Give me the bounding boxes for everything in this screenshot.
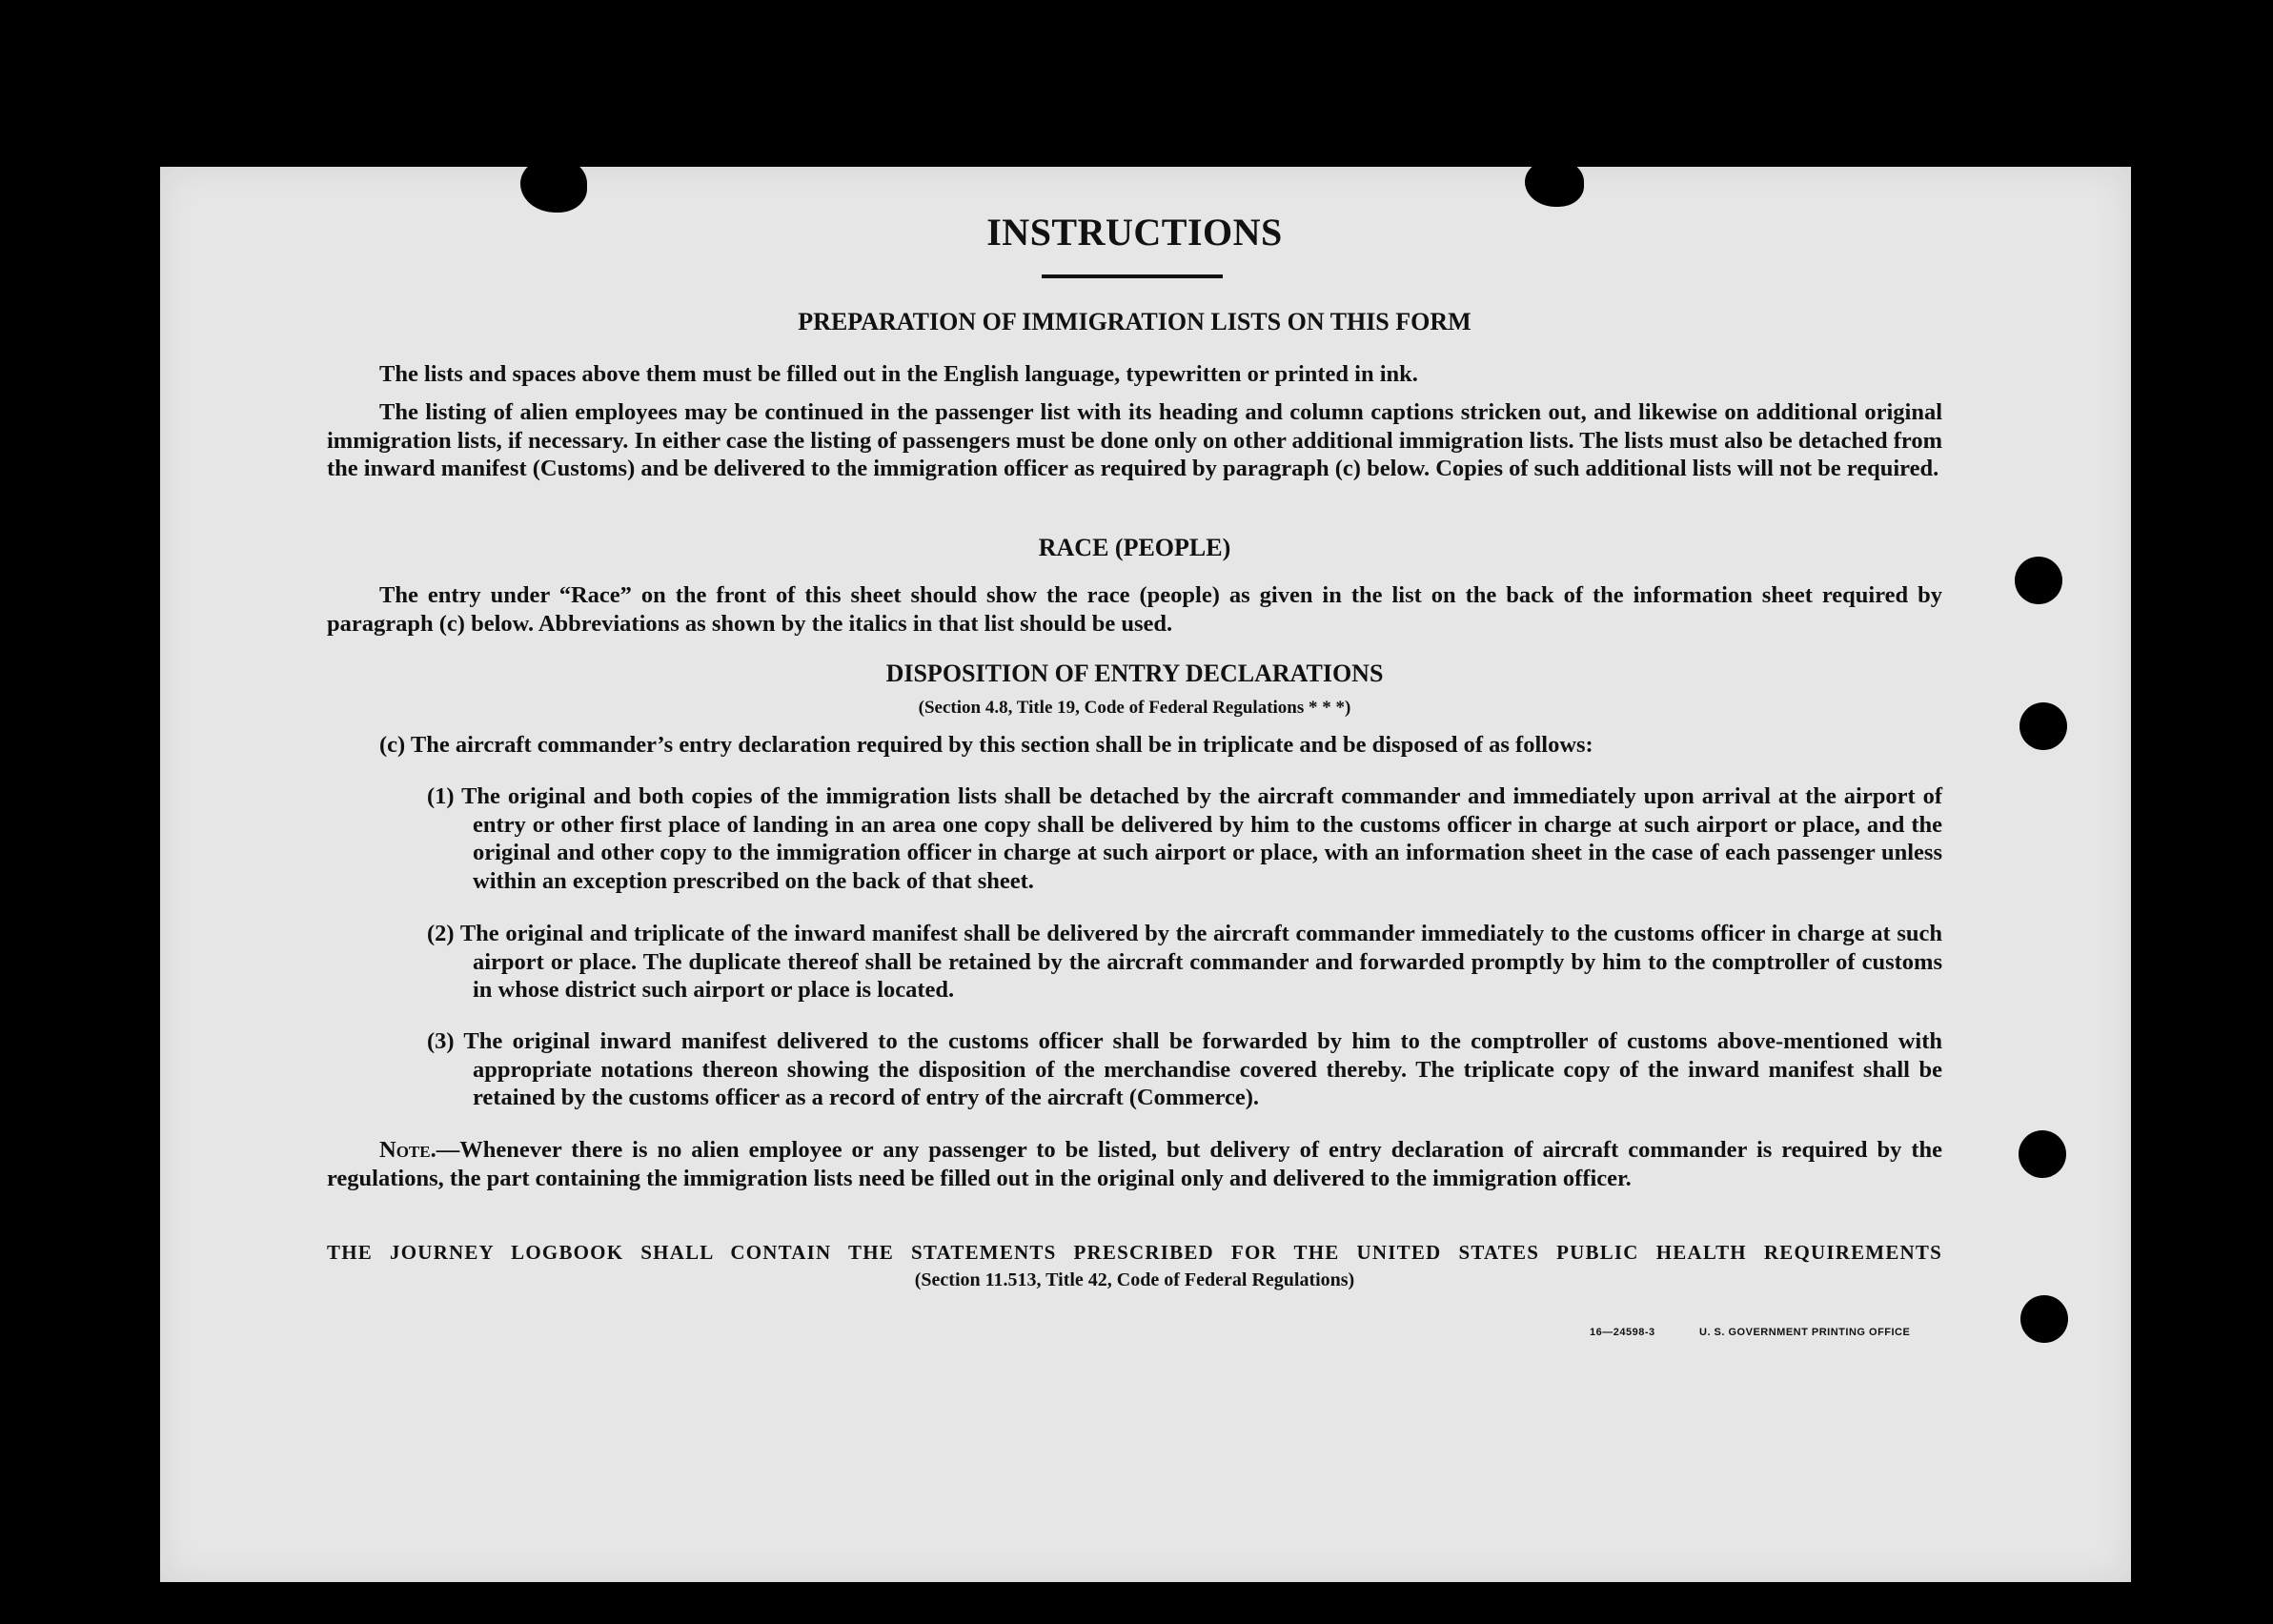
paragraph-language: The lists and spaces above them must be filled out in the English language, typewritten or printed in ink.: [379, 361, 1418, 387]
punch-hole-4: [2020, 1295, 2068, 1343]
section-heading-preparation: PREPARATION OF IMMIGRATION LISTS ON THIS FORM: [798, 308, 1471, 335]
logbook-citation: (Section 11.513, Title 42, Code of Federal Regulations): [914, 1269, 1355, 1290]
binder-clip-mark-right: [1525, 159, 1584, 207]
section-heading-disposition: DISPOSITION OF ENTRY DECLARATIONS: [885, 660, 1384, 687]
note-lead: Note.: [379, 1137, 436, 1163]
printing-office-imprint: U. S. GOVERNMENT PRINTING OFFICE: [1699, 1327, 1911, 1338]
binder-clip-mark-left: [520, 157, 587, 213]
note-text: —Whenever there is no alien employee or any passenger to be listed, but delivery of entry declaration of aircraft commander is required by the regulations, the part containing the immigration lists need be filled out in the original only and delivered to the immigration officer.: [327, 1137, 1942, 1191]
paragraph-note: [327, 1136, 1942, 1192]
list-item-3: (3) The original inward manifest delivered to the customs officer shall be forwarded by him to the comptroller of customs above-mentioned with appropriate notations thereon showing the disposition of the merchandise covered thereby. The triplicate copy of the inward manifest shall be retained by the customs officer as a record of entry of the aircraft (Commerce).: [427, 1028, 1942, 1110]
form-number: 16—24598-3: [1590, 1327, 1655, 1338]
page-title: INSTRUCTIONS: [986, 211, 1283, 254]
punch-hole-1: [2015, 557, 2062, 604]
paragraph-disposition-intro: (c) The aircraft commander’s entry declaration required by this section shall be in triplicate and be disposed of as follows:: [379, 732, 1593, 758]
disposition-citation: (Section 4.8, Title 19, Code of Federal Regulations * * *): [918, 698, 1351, 718]
logbook-statement: THE JOURNEY LOGBOOK SHALL CONTAIN THE STATEMENTS PRESCRIBED FOR THE UNITED STATES PUBLIC HEALTH REQUIREMENTS: [327, 1241, 1942, 1264]
list-item-2: (2) The original and triplicate of the inward manifest shall be delivered by the aircraft commander immediately to the customs officer in charge at such airport or place. The duplicate thereof shall be retained by the aircraft commander and forwarded promptly by him to the comptroller of customs in whose district such airport or place is located.: [427, 921, 1942, 1003]
list-item-1: (1) The original and both copies of the immigration lists shall be detached by the aircraft commander and immediately upon arrival at the airport of entry or other first place of landing in an area one copy shall be delivered by him to the customs officer in charge at such airport or place, and the original and other copy to the immigration officer in charge at such airport or place, with an information sheet in the case of each passenger unless within an exception prescribed on the back of that sheet.: [427, 783, 1942, 894]
paragraph-race: The entry under “Race” on the front of this sheet should show the race (people) as given in the list on the back of the information sheet required by paragraph (c) below. Abbreviations as shown by the italics in that list should be used.: [327, 582, 1942, 637]
title-underline: [1042, 274, 1223, 278]
punch-hole-2: [2019, 702, 2067, 750]
paragraph-alien-employees: The listing of alien employees may be continued in the passenger list with its heading and column captions stricken out, and likewise on additional original immigration lists, if necessary. In either case the listing of passengers must be done only on other additional immigration lists. The lists must also be detached from the inward manifest (Customs) and be delivered to the immigration officer as required by paragraph (c) below. Copies of such additional lists will not be required.: [327, 399, 1942, 481]
punch-hole-3: [2019, 1130, 2066, 1178]
section-heading-race: RACE (PEOPLE): [1038, 534, 1231, 561]
